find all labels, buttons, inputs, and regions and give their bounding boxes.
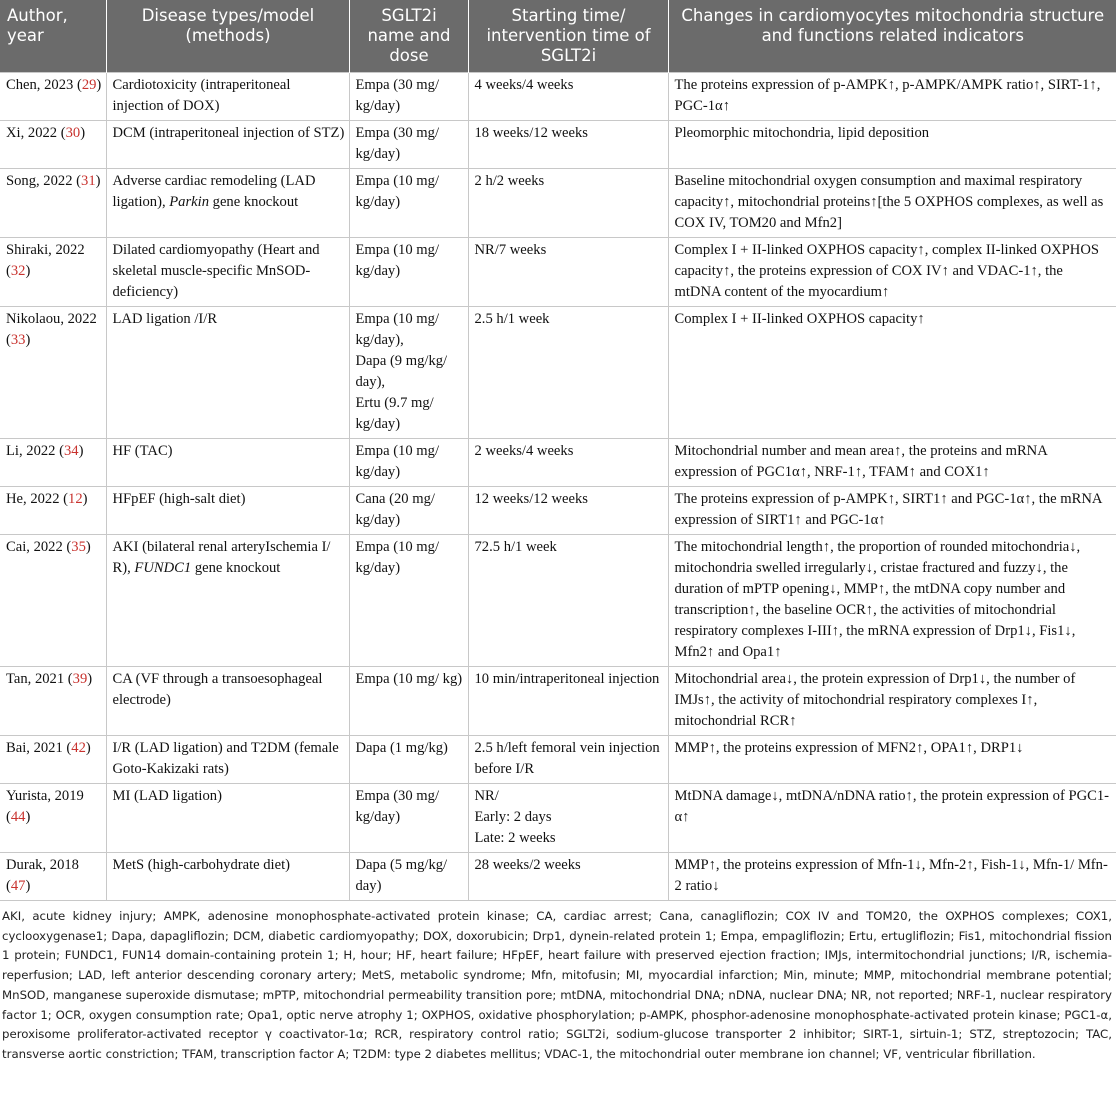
header-disease-model: Disease types/model (methods) <box>106 0 349 73</box>
author-year: Xi, 2022 <box>6 125 58 141</box>
author-year: Cai, 2022 <box>6 539 63 555</box>
mitochondria-changes-cell <box>668 439 1116 487</box>
sglt2i-dose-cell <box>349 667 468 736</box>
author-year: Yurista, 2019 <box>6 788 84 804</box>
timing-cell <box>468 535 668 667</box>
header-author-year: Author, year <box>0 0 106 73</box>
disease-model: I/R (LAD ligation) and T2DM (female Goto-Kakizaki rats) <box>112 740 339 777</box>
mitochondria-changes: MtDNA damage↓, mtDNA/nDNA ratio↑, the protein expression of PGC1-α↑ <box>674 788 1110 825</box>
sglt2i-dose: Empa (30 mg/ kg/day) <box>355 788 439 825</box>
author-year: Shiraki, 2022 <box>6 242 85 258</box>
sglt2i-dose-cell <box>349 73 468 121</box>
table-row <box>0 487 1116 535</box>
gene-name: FUNDC1 <box>134 560 192 576</box>
timing-cell <box>468 439 668 487</box>
table-footnote: AKI, acute kidney injury; AMPK, adenosine monophosphate-activated protein kinase; CA, cardiac arrest; Cana, canagliflozin; COX IV and TOM20, the OXPHOS complexes; COX1, cyclooxygenase1; Dapa, dapagliflozin; DCM, diabetic cardiomyopathy; DOX, doxorubicin; Drp1, dynein-related protein 1; Empa, empagliflozin; Ertu, ertugliflozin; Fis1, mitochondrial fission 1 protein; FUNDC1, FUN14 domain-containing protein 1; H, hour; HF, heart failure; HFpEF, heart failure with preserved ejection fraction; IMJs, intermitochondrial junctions; I/R, ischemia-reperfusion; LAD, left anterior descending coronary artery; MetS, metabolic syndrome; Mfn, mitofusin; MI, myocardial infarction; Min, minute; MMP, mitochondrial membrane potential; MnSOD, manganese superoxide dismutase; mPTP, mitochondrial permeability transition pore; mtDNA, mitochondrial DNA; nDNA, nuclear DNA; NR, not reported; NRF-1, nuclear respiratory factor 1; OCR, oxygen consumption rate; Opa1, optic nerve atrophy 1; OXPHOS, oxidative phosphorylation; p-AMPK, phosphor-adenosine monophosphate-activated protein kinase; PGC1-α, peroxisome proliferator-activated receptor γ coactivator-1α; RCR, respiratory control ratio; SGLT2i, sodium-glucose transporter 2 inhibitor; SIRT-1, sirtuin-1; STZ, streptozocin; TAC, transverse aortic constriction; TFAM, transcription factor A; T2DM: type 2 diabetes mellitus; VDAC-1, the mitochondrial outer membrane ion channel; VF, ventricular fibrillation. <box>2 909 1112 1061</box>
sglt2i-dose-cell <box>349 784 468 853</box>
timing: 2 weeks/4 weeks <box>474 443 574 459</box>
reference-link: 47 <box>10 878 26 894</box>
mitochondria-changes-cell <box>668 667 1116 736</box>
author-year-cell: Li, 2022 (34) <box>0 439 106 487</box>
reference-link: 35 <box>71 539 86 555</box>
sglt2i-dose: Dapa (5 mg/kg/ day) <box>355 857 448 894</box>
author-year: Durak, 2018 <box>6 857 79 873</box>
timing: 10 min/intraperitoneal injection <box>474 671 660 687</box>
disease-model-cell <box>106 853 349 901</box>
reference-link: 33 <box>10 332 26 348</box>
table-row <box>0 238 1116 307</box>
reference-link: 29 <box>81 77 97 93</box>
timing: 2.5 h/left femoral vein injection before I/R <box>474 740 660 777</box>
mitochondria-changes: Mitochondrial area↓, the protein expression of Drp1↓, the number of IMJs↑, the activity of mitochondrial respiratory complexes I↑, mitochondrial RCR↑ <box>674 671 1076 729</box>
dose-line: Ertu (9.7 mg/ kg/day) <box>355 395 434 432</box>
table-row <box>0 535 1116 667</box>
author-year-cell: Durak, 2018 (47) <box>0 853 106 901</box>
reference-link: 32 <box>10 263 26 279</box>
mitochondria-changes-cell <box>668 853 1116 901</box>
header-row <box>0 0 1116 73</box>
timing-cell <box>468 169 668 238</box>
mitochondria-changes: The proteins expression of p-AMPK↑, SIRT1↑ and PGC-1α↑, the mRNA expression of SIRT1↑ and PGC-1α↑ <box>674 491 1102 528</box>
author-year: Tan, 2021 <box>6 671 65 687</box>
author-year-cell: Yurista, 2019 (44) <box>0 784 106 853</box>
mitochondria-changes-cell <box>668 535 1116 667</box>
disease-model: CA (VF through a transoesophageal electrode) <box>112 671 323 708</box>
disease-model: DCM (intraperitoneal injection of STZ) <box>112 125 345 141</box>
disease-model: Dilated cardiomyopathy (Heart and skeletal muscle-specific MnSOD-deficiency) <box>112 242 320 300</box>
timing: 18 weeks/12 weeks <box>474 125 588 141</box>
sglt2i-dose: Empa (30 mg/ kg/day) <box>355 125 439 162</box>
disease-model: Cardiotoxicity (intraperitoneal injection of DOX) <box>112 77 291 114</box>
reference-link: 39 <box>72 671 88 687</box>
table-row <box>0 169 1116 238</box>
disease-model: HF (TAC) <box>112 443 173 459</box>
table-row <box>0 121 1116 169</box>
disease-model-cell <box>106 73 349 121</box>
disease-model: LAD ligation /I/R <box>112 311 218 327</box>
mitochondria-changes-cell <box>668 736 1116 784</box>
reference-link: 30 <box>65 125 81 141</box>
author-year-cell: Shiraki, 2022 (32) <box>0 238 106 307</box>
author-year: Chen, 2023 <box>6 77 74 93</box>
sglt2i-dose: Dapa (1 mg/kg) <box>355 740 448 756</box>
timing-cell <box>468 121 668 169</box>
author-year: Nikolaou, 2022 <box>6 311 97 327</box>
reference-link: 42 <box>71 740 86 756</box>
mitochondria-changes-cell <box>668 121 1116 169</box>
timing: 28 weeks/2 weeks <box>474 857 581 873</box>
sglt2i-dose: Empa (10 mg/ kg/day) <box>355 173 439 210</box>
disease-model: HFpEF (high-salt diet) <box>112 491 246 507</box>
gene-name: Parkin <box>169 194 209 210</box>
disease-model: MetS (high-carbohydrate diet) <box>112 857 290 873</box>
timing-cell <box>468 784 668 853</box>
disease-model-cell <box>106 169 349 238</box>
dose-line: Empa (10 mg/ kg/day), <box>355 311 439 348</box>
mitochondria-changes-cell <box>668 238 1116 307</box>
sglt2i-dose-cell <box>349 439 468 487</box>
disease-model-cell <box>106 238 349 307</box>
timing-cell <box>468 487 668 535</box>
timing-cell <box>468 73 668 121</box>
mitochondria-changes-cell <box>668 307 1116 439</box>
author-year-cell: He, 2022 (12) <box>0 487 106 535</box>
author-year: Bai, 2021 <box>6 740 63 756</box>
sglt2i-dose-cell <box>349 169 468 238</box>
timing: 2.5 h/1 week <box>474 311 550 327</box>
disease-model-cell <box>106 439 349 487</box>
timing-line: Early: 2 days <box>474 809 552 825</box>
disease-model-suffix: gene knockout <box>212 194 299 210</box>
timing-cell <box>468 853 668 901</box>
timing-cell <box>468 307 668 439</box>
author-year: Song, 2022 <box>6 173 73 189</box>
sglt2i-dose-cell <box>349 121 468 169</box>
header-timing: Starting time/ intervention time of SGLT2i <box>468 0 668 73</box>
timing-cell <box>468 238 668 307</box>
sglt2i-dose: Empa (10 mg/ kg/day) <box>355 242 439 279</box>
sglt2i-dose-cell <box>349 736 468 784</box>
timing: 4 weeks/4 weeks <box>474 77 574 93</box>
timing: 12 weeks/12 weeks <box>474 491 588 507</box>
sglt2i-dose: Empa (10 mg/ kg) <box>355 671 463 687</box>
disease-model: Adverse cardiac remodeling (LAD ligation), <box>112 173 316 210</box>
timing: NR/7 weeks <box>474 242 547 258</box>
mitochondria-changes: MMP↑, the proteins expression of Mfn-1↓, Mfn-2↑, Fish-1↓, Mfn-1/ Mfn-2 ratio↓ <box>674 857 1108 894</box>
mitochondria-changes-cell <box>668 487 1116 535</box>
disease-model-cell <box>106 121 349 169</box>
sglt2i-dose: Cana (20 mg/ kg/day) <box>355 491 435 528</box>
mitochondria-changes: The mitochondrial length↑, the proportion of rounded mitochondria↓, mitochondria swelled irregularly↓, cristae fractured and fuzzy↓, the duration of mPTP opening↓, MMP↑, the mtDNA copy number and transcription↑, the baseline OCR↑, the activities of mitochondrial respiratory complexes I-III↑, the mRNA expression of Drp1↓, Fis1↓, Mfn2↑ and Opa1↑ <box>674 539 1081 660</box>
table-row <box>0 439 1116 487</box>
table-body <box>0 73 1116 901</box>
table-row <box>0 784 1116 853</box>
disease-model-suffix: gene knockout <box>194 560 281 576</box>
mitochondria-changes: Pleomorphic mitochondria, lipid deposition <box>674 125 930 141</box>
disease-model: AKI (bilateral renal arteryIschemia I/ R), <box>112 539 331 576</box>
sglt2i-dose-cell <box>349 487 468 535</box>
reference-link: 12 <box>68 491 83 507</box>
mitochondria-changes: MMP↑, the proteins expression of MFN2↑, OPA1↑, DRP1↓ <box>674 740 1024 756</box>
timing-line: NR/ <box>474 788 499 804</box>
author-year-cell: Cai, 2022 (35) <box>0 535 106 667</box>
author-year-cell: Nikolaou, 2022 (33) <box>0 307 106 439</box>
mitochondria-changes-cell <box>668 169 1116 238</box>
sglt2i-dose-cell <box>349 535 468 667</box>
reference-link: 31 <box>81 173 96 189</box>
table-row <box>0 853 1116 901</box>
table-row <box>0 73 1116 121</box>
author-year-cell: Chen, 2023 (29) <box>0 73 106 121</box>
disease-model-cell <box>106 307 349 439</box>
disease-model-cell <box>106 784 349 853</box>
mitochondria-changes: Mitochondrial number and mean area↑, the proteins and mRNA expression of PGC1α↑, NRF-1↑, TFAM↑ and COX1↑ <box>674 443 1047 480</box>
table-row <box>0 736 1116 784</box>
author-year-cell: Xi, 2022 (30) <box>0 121 106 169</box>
disease-model-cell <box>106 736 349 784</box>
sglt2i-dose: Empa (10 mg/ kg/day) <box>355 443 439 480</box>
timing: 2 h/2 weeks <box>474 173 545 189</box>
author-year-cell: Song, 2022 (31) <box>0 169 106 238</box>
dose-line: Dapa (9 mg/kg/ day), <box>355 353 448 390</box>
reference-link: 34 <box>63 443 79 459</box>
timing-line: Late: 2 weeks <box>474 830 556 846</box>
header-changes: Changes in cardiomyocytes mitochondria structure and functions related indicators <box>668 0 1116 73</box>
timing: 72.5 h/1 week <box>474 539 557 555</box>
sglt2i-dose-cell <box>349 238 468 307</box>
table-row <box>0 667 1116 736</box>
reference-link: 44 <box>10 809 26 825</box>
sglt2i-dose: Empa (10 mg/ kg/day) <box>355 539 439 576</box>
mitochondria-changes-cell <box>668 73 1116 121</box>
timing-cell <box>468 736 668 784</box>
author-year-cell: Tan, 2021 (39) <box>0 667 106 736</box>
mitochondria-changes: Complex I + II-linked OXPHOS capacity↑, complex II-linked OXPHOS capacity↑, the proteins expression of COX IV↑ and VDAC-1↑, the mtDNA content of the myocardium↑ <box>674 242 1099 300</box>
author-year-cell: Bai, 2021 (42) <box>0 736 106 784</box>
header-sglt2i-dose: SGLT2i name and dose <box>349 0 468 73</box>
disease-model-cell <box>106 535 349 667</box>
mitochondria-changes-cell <box>668 784 1116 853</box>
sglt2i-dose: Empa (30 mg/ kg/day) <box>355 77 439 114</box>
author-year: He, 2022 <box>6 491 60 507</box>
author-year: Li, 2022 <box>6 443 56 459</box>
sglt2i-dose-cell <box>349 307 468 439</box>
disease-model-cell <box>106 667 349 736</box>
disease-model: MI (LAD ligation) <box>112 788 222 804</box>
timing-cell <box>468 667 668 736</box>
table-row <box>0 307 1116 439</box>
mitochondria-changes: Baseline mitochondrial oxygen consumption and maximal respiratory capacity↑, mitochondrial proteins↑[the 5 OXPHOS complexes, as well as COX IV, TOM20 and Mfn2] <box>674 173 1104 231</box>
mitochondria-changes: Complex I + II-linked OXPHOS capacity↑ <box>674 311 925 327</box>
disease-model-cell <box>106 487 349 535</box>
mitochondria-changes: The proteins expression of p-AMPK↑, p-AMPK/AMPK ratio↑, SIRT-1↑, PGC-1α↑ <box>674 77 1101 114</box>
sglt2i-dose-cell <box>349 853 468 901</box>
